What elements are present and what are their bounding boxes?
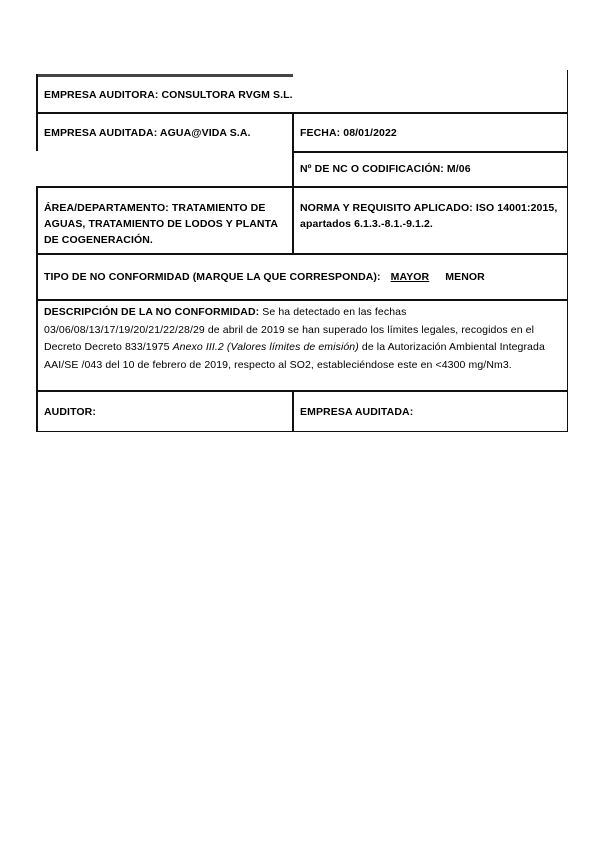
column-divider-footer bbox=[292, 390, 294, 432]
tipo-menor-option: MENOR bbox=[445, 271, 485, 283]
row-border-area-top bbox=[36, 186, 568, 188]
tipo-no-conformidad-row bbox=[44, 269, 560, 285]
area-departamento-label: ÁREA/DEPARTAMENTO: TRATAMIENTO DE AGUAS, TRATAMIENTO DE LODOS Y PLANTA DE COGENERACIÓN. bbox=[44, 202, 278, 246]
table-bottom-border bbox=[36, 431, 568, 433]
descripcion-text-2: de la Autorización Ambiental Integrada AAI/SE /043 del 10 de febrero de 2019, respecto al SO2, estableciéndose este en <4300 mg/Nm3. bbox=[44, 341, 545, 371]
tipo-label: TIPO DE NO CONFORMIDAD (MARQUE LA QUE CORRESPONDA): bbox=[44, 271, 381, 283]
table-top-border-segment bbox=[36, 74, 293, 77]
empresa-auditada-label: EMPRESA AUDITADA: AGUA@VIDA S.A. bbox=[44, 127, 251, 139]
codificacion-label: Nº DE NC O CODIFICACIÓN: M/06 bbox=[300, 163, 471, 175]
descripcion-italic-citation: Anexo III.2 (Valores límites de emisión) bbox=[172, 341, 359, 353]
row-border-1 bbox=[36, 112, 568, 114]
fecha-label: FECHA: 08/01/2022 bbox=[300, 127, 397, 139]
empresa-auditada-signature-label: EMPRESA AUDITADA: bbox=[300, 406, 414, 418]
table-right-border bbox=[567, 70, 569, 432]
table-left-border-lower bbox=[36, 186, 38, 432]
row-border-tipo-bottom bbox=[36, 299, 568, 301]
empresa-auditora-label: EMPRESA AUDITORA: CONSULTORA RVGM S.L. bbox=[44, 89, 293, 101]
descripcion-paragraph bbox=[44, 304, 562, 374]
row-border-fecha-bottom bbox=[292, 151, 568, 153]
row-border-desc-bottom bbox=[36, 390, 568, 392]
descripcion-text-1: Se ha detectado en las fechas 03/06/08/13/17/19/20/21/22/28/29 de abril de 2019 se han superado los límites legales, recogidos en el Decreto Decreto 833/1975 bbox=[44, 306, 535, 353]
row-border-area-bottom bbox=[36, 253, 568, 255]
tipo-mayor-option: MAYOR bbox=[390, 271, 430, 283]
norma-requisito-label: NORMA Y REQUISITO APLICADO: ISO 14001:2015, apartados 6.1.3.-8.1.-9.1.2. bbox=[300, 202, 558, 230]
descripcion-label: DESCRIPCIÓN DE LA NO CONFORMIDAD: bbox=[44, 306, 260, 318]
column-divider-upper bbox=[292, 112, 294, 253]
auditor-signature-label: AUDITOR: bbox=[44, 406, 96, 418]
